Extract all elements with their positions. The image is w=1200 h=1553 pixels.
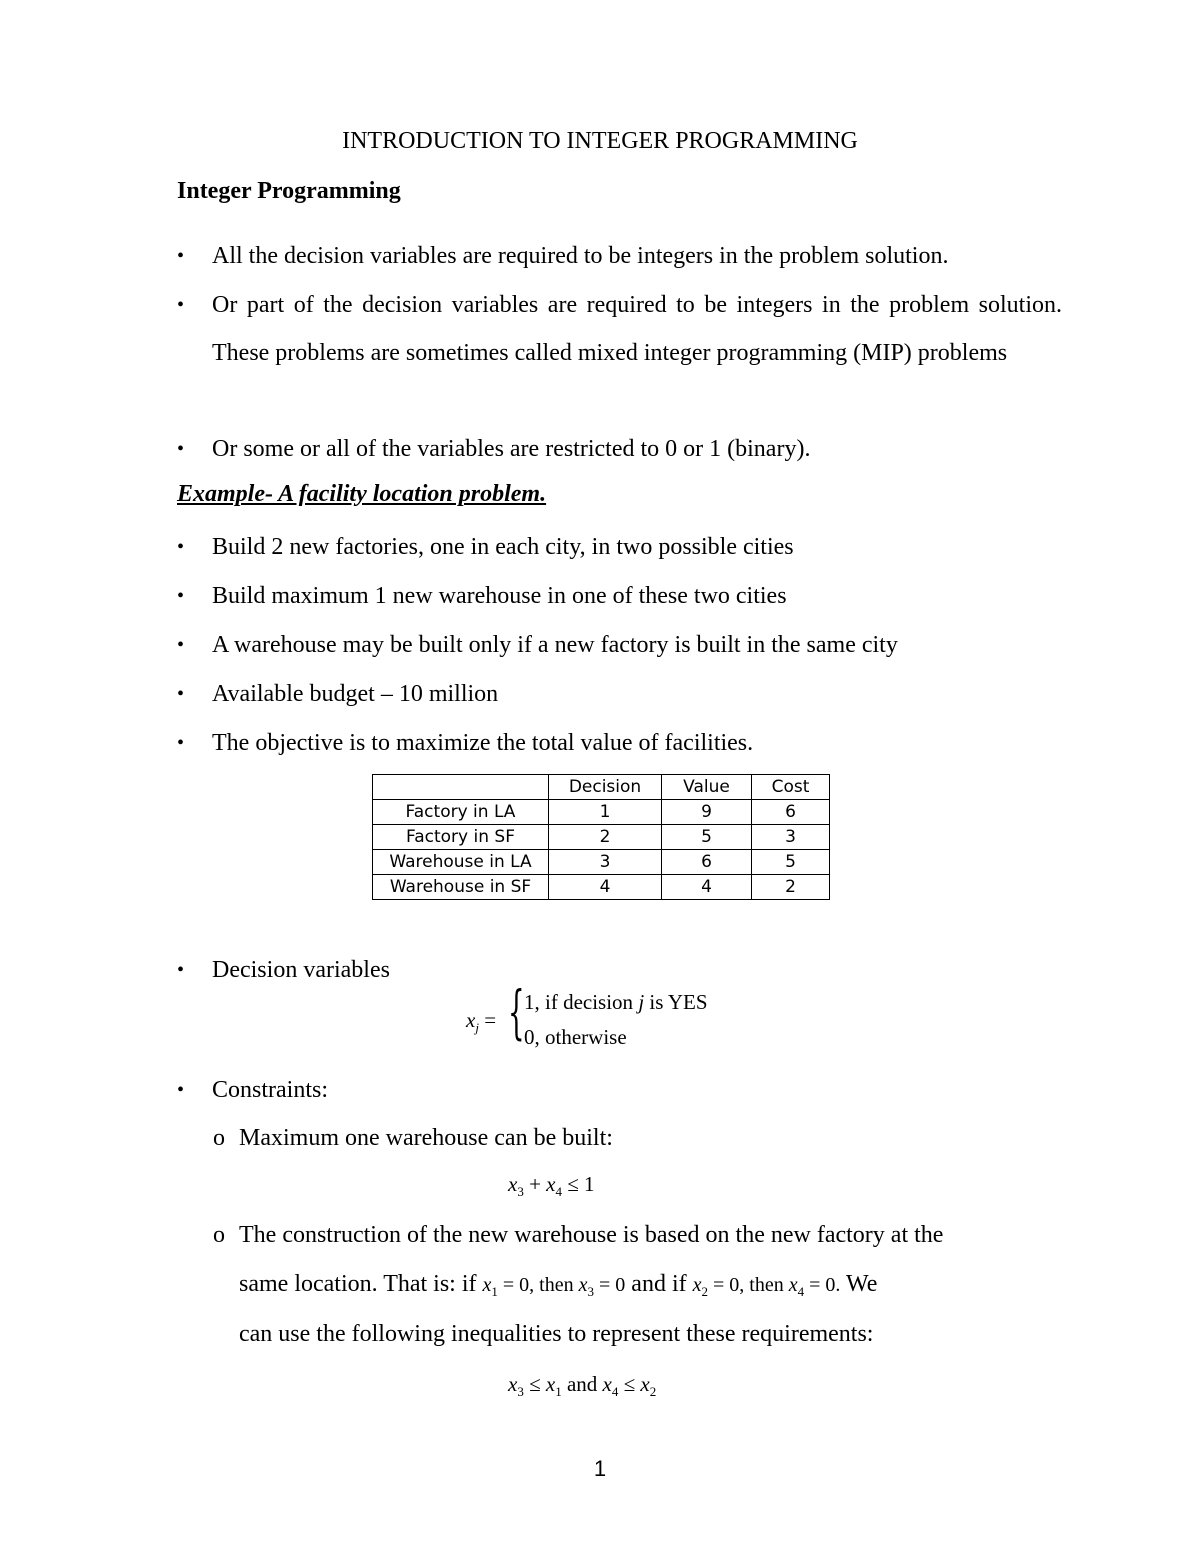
bullet-text: All the decision variables are required to be integers in the problem solution. xyxy=(212,243,949,269)
table-cell: 5 xyxy=(752,850,830,875)
bullet-icon: • xyxy=(177,683,185,705)
table-row xyxy=(373,850,830,875)
page-number: 1 xyxy=(593,1456,607,1481)
table-cell: Factory in SF xyxy=(373,825,549,850)
page-title: INTRODUCTION TO INTEGER PROGRAMMING xyxy=(342,128,858,154)
bullet-text: Build 2 new factories, one in each city, in two possible cities xyxy=(212,534,794,560)
table-cell: 2 xyxy=(752,875,830,900)
formula-lhs: $x_j$ = xyxy=(466,1008,497,1036)
bullet-text: Build maximum 1 new warehouse in one of these two cities xyxy=(212,583,787,609)
bullet-icon: • xyxy=(177,1079,185,1101)
table-row xyxy=(373,825,830,850)
table-cell: Warehouse in SF xyxy=(373,875,549,900)
table-cell: 3 xyxy=(752,825,830,850)
bullet-text: Constraints: xyxy=(212,1077,329,1103)
formula-case-1: 1, if decision j is YES xyxy=(524,990,708,1014)
bullet-text: Or some or all of the variables are restricted to 0 or 1 (binary). xyxy=(212,436,811,462)
bullet-text: Available budget – 10 million xyxy=(212,681,499,707)
inline-formula-1: $x_1 = 0$, then $x_3 = 0$ xyxy=(482,1274,626,1299)
circle-bullet-icon: o xyxy=(213,1222,225,1248)
table-row xyxy=(373,800,830,825)
bullet-icon: • xyxy=(177,585,185,607)
table-cell: 1 xyxy=(549,800,662,825)
table-cell: 9 xyxy=(662,800,752,825)
left-brace-icon: { xyxy=(508,978,525,1046)
table-cell: 5 xyxy=(662,825,752,850)
table-cell: 6 xyxy=(662,850,752,875)
table-header-cell: Decision xyxy=(549,775,662,800)
bullet-text: Or part of the decision variables are required to be integers in the problem solution. These problems are sometimes called mixed integer programming (MIP) problems xyxy=(212,292,1062,366)
table-cell: 2 xyxy=(549,825,662,850)
bullet-icon: • xyxy=(177,732,185,754)
table-header-cell: Cost xyxy=(752,775,830,800)
table-cell: 4 xyxy=(549,875,662,900)
table-header-cell: Value xyxy=(662,775,752,800)
bullet-icon: • xyxy=(177,438,185,460)
bullet-text: A warehouse may be built only if a new factory is built in the same city xyxy=(212,632,898,658)
table-cell: Warehouse in LA xyxy=(373,850,549,875)
sub-item-text: The construction of the new warehouse is based on the new factory at the xyxy=(239,1222,944,1248)
formula-case-2: 0, otherwise xyxy=(524,1025,627,1049)
constraint-2-formula: $x_3 \le x_1$ and $x_4 \le x_2$ xyxy=(508,1372,657,1400)
table-cell: Factory in LA xyxy=(373,800,549,825)
sub-item-text: same location. That is: if $x_1 = 0$, then $x_3 = 0$ and if $x_2 = 0$, then $x_4 = 0$. We xyxy=(239,1271,878,1299)
table-row xyxy=(373,875,830,900)
sub-item-text: Maximum one warehouse can be built: xyxy=(239,1125,613,1151)
bullet-icon: • xyxy=(177,536,185,558)
bullet-icon: • xyxy=(177,245,185,267)
circle-bullet-icon: o xyxy=(213,1125,225,1151)
bullet-icon: • xyxy=(177,634,185,656)
bullet-text: The objective is to maximize the total value of facilities. xyxy=(212,730,754,756)
table-header-row xyxy=(373,775,830,800)
table-cell: 3 xyxy=(549,850,662,875)
table-header-cell xyxy=(373,775,549,800)
inline-formula-2: $x_2 = 0$, then $x_4 = 0$. xyxy=(692,1274,841,1299)
bullet-icon: • xyxy=(177,959,185,981)
sub-item-text: can use the following inequalities to represent these requirements: xyxy=(239,1321,874,1347)
table-cell: 6 xyxy=(752,800,830,825)
section-heading: Integer Programming xyxy=(177,178,401,204)
example-heading: Example- A facility location problem. xyxy=(177,481,547,507)
constraint-1-formula: $x_3 + x_4 \le 1$ xyxy=(508,1172,595,1200)
table-cell: 4 xyxy=(662,875,752,900)
bullet-text: Decision variables xyxy=(212,957,390,983)
facility-table xyxy=(372,774,830,900)
bullet-icon: • xyxy=(177,294,185,316)
